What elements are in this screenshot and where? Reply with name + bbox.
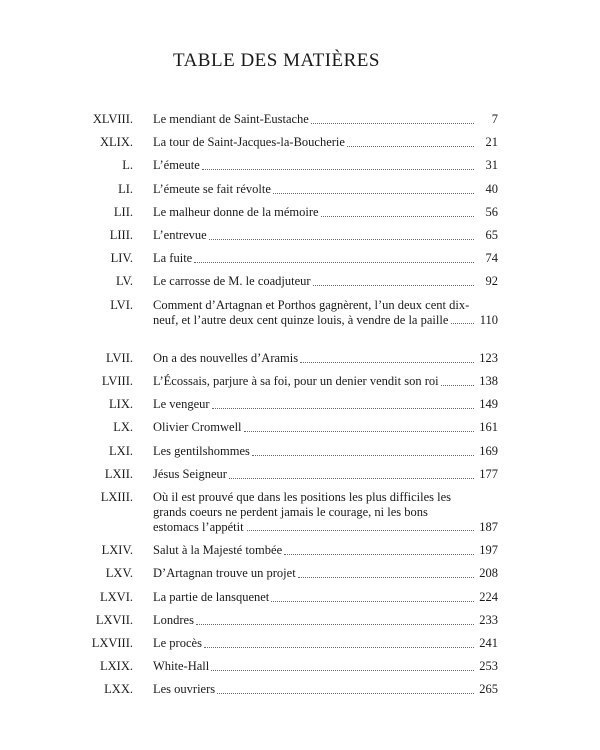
toc-entry [0, 420, 600, 435]
toc-entry [0, 351, 600, 366]
chapter-numeral: L. [122, 158, 133, 173]
chapter-title: L’Écossais, parjure à sa foi, pour un denier vendit son roi [153, 374, 439, 388]
toc-entry [0, 490, 600, 535]
page-number: 187 [479, 520, 498, 534]
chapter-numeral: LXIX. [100, 659, 133, 674]
chapter-title-wrap [153, 251, 476, 266]
chapter-title-wrap [153, 298, 476, 328]
chapter-numeral: LXVI. [100, 589, 133, 604]
dot-leader [252, 455, 474, 456]
chapter-numeral: LXI. [109, 443, 133, 458]
toc-entry [0, 205, 600, 220]
chapter-title-wrap [153, 205, 476, 220]
dot-leader [441, 385, 474, 386]
chapter-title: Le malheur donne de la mémoire [153, 204, 319, 219]
dot-leader [321, 216, 474, 217]
toc-entry [0, 659, 600, 674]
toc-entry [0, 251, 600, 266]
chapter-title: Londres [153, 612, 194, 627]
chapter-title-wrap [153, 158, 476, 173]
dot-leader [212, 408, 474, 409]
page-number: 177 [479, 466, 498, 481]
page-number: 65 [485, 228, 498, 242]
chapter-title-wrap [153, 467, 476, 482]
page-number: 208 [479, 566, 498, 581]
dot-leader [347, 146, 474, 147]
chapter-numeral: LIX. [109, 397, 133, 412]
page-number: 56 [485, 204, 498, 219]
toc-entry [0, 158, 600, 173]
chapter-numeral: XLIX. [100, 135, 133, 150]
page-number: 169 [479, 443, 498, 458]
toc-entry [0, 543, 600, 558]
chapter-numeral: LXVIII. [91, 636, 133, 650]
chapter-title: L’émeute se fait révolte [153, 181, 271, 196]
page-number: 40 [485, 181, 498, 196]
dot-leader [298, 577, 474, 578]
chapter-title: Où il est prouvé que dans les positions les plus difficiles les grands coeurs ne perdent jamais le courage, ni les bons estomacs l’appétit [153, 490, 451, 534]
chapter-title: Les gentilshommes [153, 443, 250, 458]
toc-entry [0, 444, 600, 459]
chapter-numeral: LI. [118, 181, 133, 196]
chapter-numeral: LIII. [109, 228, 133, 242]
toc-entry [0, 682, 600, 697]
chapter-title-wrap [153, 274, 476, 289]
chapter-title: La tour de Saint-Jacques-la-Boucherie [153, 135, 345, 150]
chapter-numeral: LII. [113, 204, 133, 219]
page-title: TABLE DES MATIÈRES [173, 50, 380, 71]
chapter-title-wrap [153, 566, 476, 581]
toc-entry [0, 613, 600, 628]
chapter-title: L’entrevue [153, 228, 207, 242]
chapter-title: La partie de lansquenet [153, 589, 270, 604]
chapter-numeral: LX. [113, 420, 133, 435]
page-number: 123 [479, 350, 498, 365]
page-number: 161 [479, 420, 498, 435]
chapter-numeral: LVII. [106, 350, 133, 365]
chapter-numeral: LIV. [110, 251, 133, 266]
chapter-numeral: LVIII. [101, 374, 133, 388]
dot-leader [204, 647, 474, 648]
chapter-title-wrap [153, 659, 476, 674]
toc-entry [0, 636, 600, 651]
toc-entry [0, 274, 600, 289]
chapter-title-wrap [153, 397, 476, 412]
page-number: 7 [491, 112, 498, 126]
page-number: 197 [479, 543, 498, 558]
chapter-numeral: LXII. [104, 466, 133, 481]
page-number: 241 [479, 636, 498, 650]
toc-entry [0, 467, 600, 482]
dot-leader [247, 530, 474, 531]
chapter-title: Olivier Cromwell [153, 420, 242, 435]
chapter-title-wrap [153, 543, 476, 558]
chapter-title: Le vengeur [153, 397, 210, 412]
page-number: 224 [479, 589, 498, 604]
toc-entry [0, 397, 600, 412]
toc-entry [0, 566, 600, 581]
chapter-title-wrap [153, 636, 476, 651]
page-number: 92 [485, 274, 498, 289]
chapter-title: D’Artagnan trouve un projet [153, 566, 296, 581]
chapter-numeral: LV. [115, 274, 133, 289]
dot-leader [271, 601, 474, 602]
chapter-title: Comment d’Artagnan et Porthos gagnèrent, l’un deux cent dix-neuf, et l’autre deux cent quinze louis, à vendre de la paille [153, 297, 470, 327]
dot-leader [211, 670, 474, 671]
chapter-numeral: LVI. [110, 297, 133, 312]
chapter-title: White-Hall [153, 659, 210, 674]
page-number: 233 [479, 612, 498, 627]
chapter-title: Salut à la Majesté tombée [153, 543, 283, 558]
dot-leader [451, 323, 474, 324]
chapter-title-wrap [153, 420, 476, 435]
chapter-title: Jésus Seigneur [153, 466, 227, 481]
page-number: 265 [479, 682, 498, 697]
toc-entry [0, 298, 600, 328]
chapter-numeral: LXV. [105, 566, 133, 581]
toc-entry [0, 182, 600, 197]
chapter-title-wrap [153, 182, 476, 197]
chapter-title-wrap [153, 590, 476, 605]
page-number: 110 [479, 312, 498, 327]
page-number: 74 [485, 251, 498, 266]
page-number: 253 [479, 659, 498, 674]
chapter-title-wrap [153, 613, 476, 628]
chapter-numeral: LXIII. [100, 490, 133, 504]
dot-leader [202, 169, 474, 170]
dot-leader [217, 693, 474, 694]
chapter-title-wrap [153, 351, 476, 366]
toc-entry [0, 228, 600, 243]
page-number: 31 [485, 158, 498, 173]
chapter-title-wrap [153, 374, 476, 389]
chapter-title-wrap [153, 228, 476, 243]
dot-leader [229, 478, 474, 479]
chapter-title-wrap [153, 112, 476, 127]
chapter-title-wrap [153, 135, 476, 150]
chapter-title: Le mendiant de Saint-Eustache [153, 112, 309, 126]
chapter-title: L’émeute [153, 158, 200, 173]
dot-leader [273, 193, 474, 194]
dot-leader [300, 362, 474, 363]
chapter-numeral: LXIV. [101, 543, 133, 558]
dot-leader [311, 123, 474, 124]
toc-entry [0, 374, 600, 389]
chapter-title-wrap [153, 682, 476, 697]
chapter-title: Le procès [153, 636, 202, 650]
chapter-numeral: XLVIII. [92, 112, 133, 126]
chapter-title: La fuite [153, 251, 193, 266]
dot-leader [196, 624, 474, 625]
chapter-title-wrap [153, 490, 476, 535]
toc-entry [0, 112, 600, 127]
page-number: 149 [479, 397, 498, 412]
chapter-title: On a des nouvelles d’Aramis [153, 350, 299, 365]
toc-entry [0, 590, 600, 605]
dot-leader [313, 285, 474, 286]
chapter-title: Le carrosse de M. le coadjuteur [153, 274, 311, 289]
chapter-title-wrap [153, 444, 476, 459]
dot-leader [284, 554, 474, 555]
dot-leader [209, 239, 474, 240]
chapter-title: Les ouvriers [153, 682, 216, 697]
page-number: 21 [485, 135, 498, 150]
toc-entry [0, 135, 600, 150]
dot-leader [194, 262, 474, 263]
dot-leader [244, 431, 474, 432]
chapter-numeral: LXX. [104, 682, 133, 697]
chapter-numeral: LXVII. [95, 612, 133, 627]
page-number: 138 [479, 374, 498, 388]
